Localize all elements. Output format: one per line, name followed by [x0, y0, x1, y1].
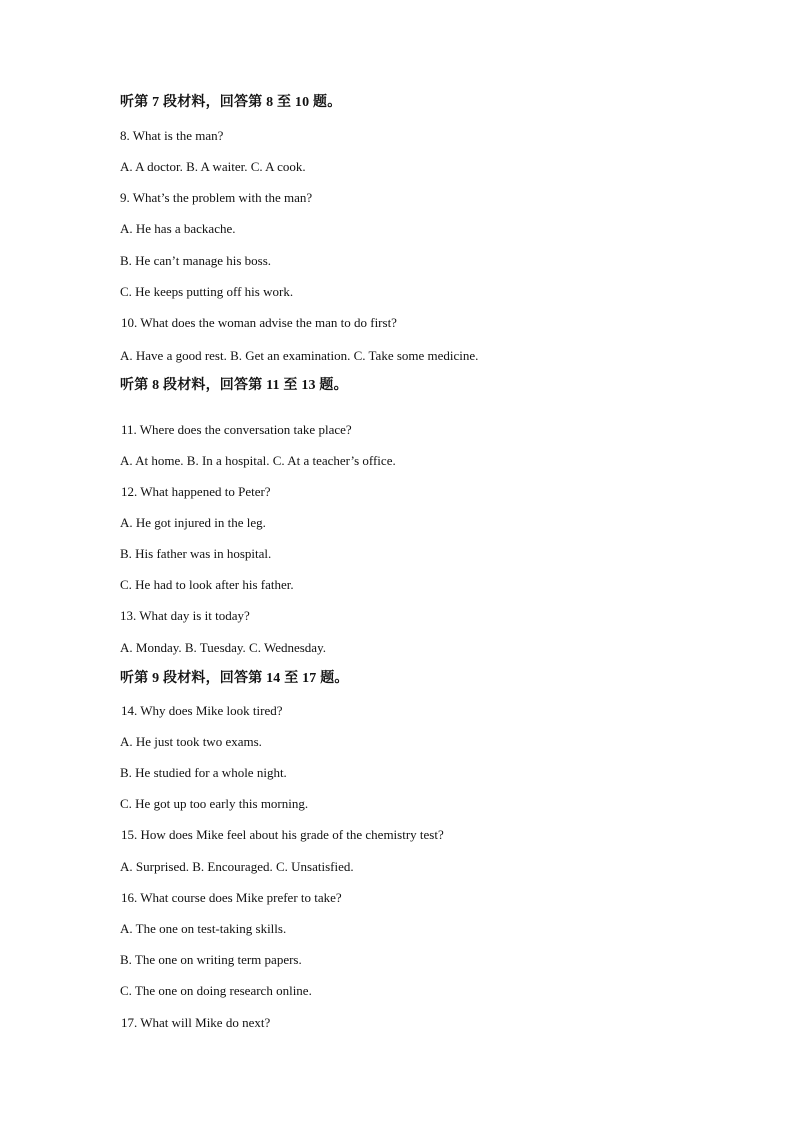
- answer-option: A. He got injured in the leg.: [120, 515, 266, 530]
- answer-options: A. Have a good rest. B. Get an examination. C. Take some medicine.: [120, 348, 479, 363]
- answer-option: B. His father was in hospital.: [120, 546, 272, 561]
- answer-options: A. A doctor. B. A waiter. C. A cook.: [120, 159, 306, 174]
- answer-option: C. He got up too early this morning.: [120, 796, 309, 811]
- answer-option: A. He has a backache.: [120, 221, 236, 236]
- question-text: 10. What does the woman advise the man to do first?: [121, 315, 397, 330]
- section-heading: 听第 9 段材料，回答第 14 至 17 题。: [120, 671, 349, 686]
- question-text: 8. What is the man?: [120, 128, 224, 143]
- question-text: 15. How does Mike feel about his grade of the chemistry test?: [121, 827, 444, 842]
- answer-options: A. At home. B. In a hospital. C. At a teacher’s office.: [120, 453, 396, 468]
- section-heading: 听第 8 段材料，回答第 11 至 13 题。: [120, 378, 348, 393]
- section-heading: 听第 7 段材料，回答第 8 至 10 题。: [120, 95, 342, 110]
- answer-option: B. The one on writing term papers.: [120, 952, 302, 967]
- answer-option: B. He can’t manage his boss.: [120, 253, 272, 268]
- question-text: 13. What day is it today?: [120, 608, 250, 623]
- answer-option: C. The one on doing research online.: [120, 983, 312, 998]
- answer-option: B. He studied for a whole night.: [120, 765, 287, 780]
- question-text: 12. What happened to Peter?: [121, 484, 271, 499]
- question-text: 17. What will Mike do next?: [121, 1015, 271, 1030]
- question-text: 11. Where does the conversation take place?: [121, 422, 352, 437]
- question-text: 16. What course does Mike prefer to take?: [121, 890, 342, 905]
- question-text: 9. What’s the problem with the man?: [120, 190, 313, 205]
- answer-option: A. He just took two exams.: [120, 734, 262, 749]
- question-text: 14. Why does Mike look tired?: [121, 703, 283, 718]
- answer-option: A. The one on test-taking skills.: [120, 921, 287, 936]
- answer-option: C. He had to look after his father.: [120, 577, 294, 592]
- answer-option: C. He keeps putting off his work.: [120, 284, 294, 299]
- answer-options: A. Surprised. B. Encouraged. C. Unsatisfied.: [120, 859, 354, 874]
- answer-options: A. Monday. B. Tuesday. C. Wednesday.: [120, 640, 326, 655]
